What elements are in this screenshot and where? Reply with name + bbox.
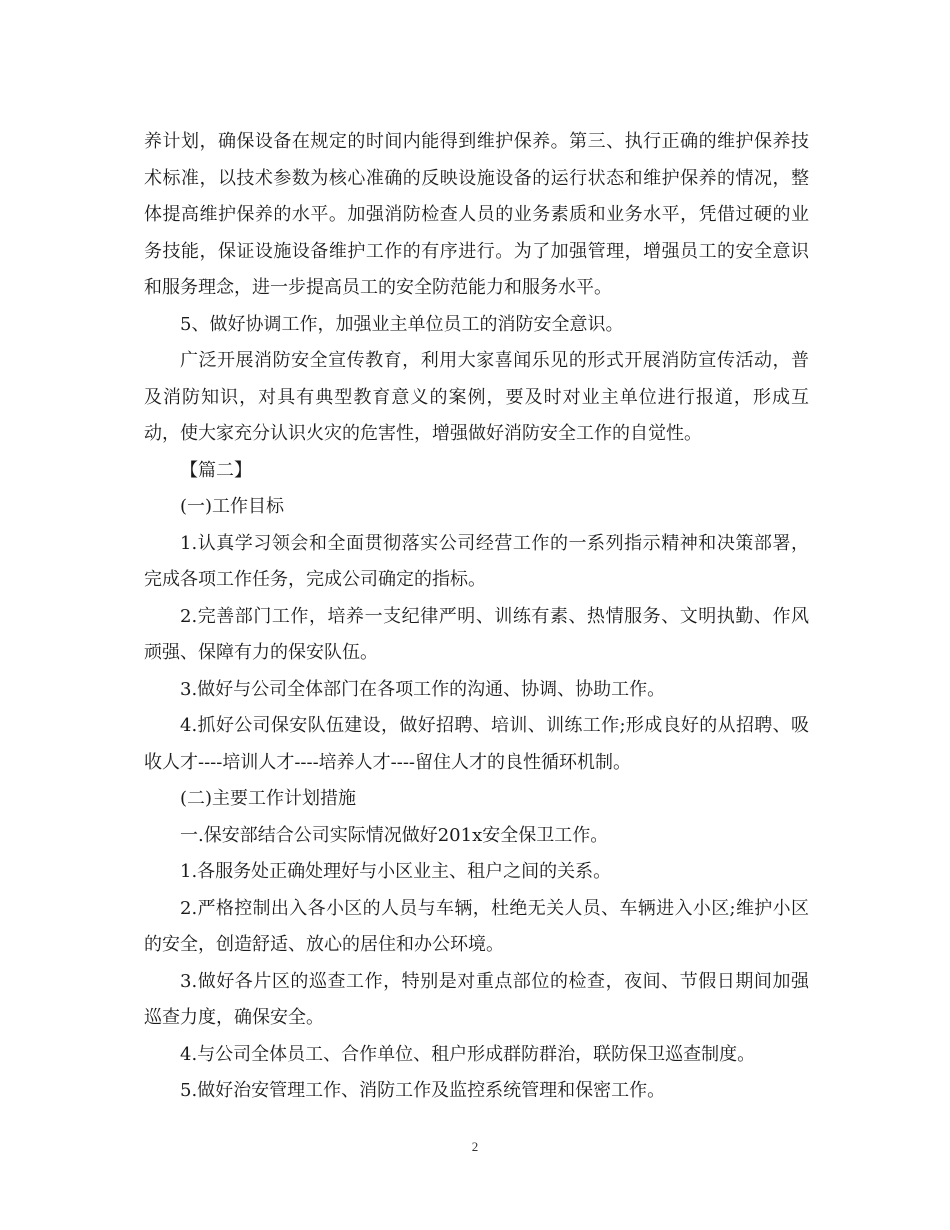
plan-item-5: 5.做好治安管理工作、消防工作及监控系统管理和保密工作。 [180,1080,666,1101]
paragraph-continuation: 养计划，确保设备在规定的时间内能得到维护保养。第三、执行正确的维护保养技术标准，以技术参数为核心准确的反映设施设备的运行状态和维护保养的情况，整体提高维护保养的水平。加强消防检查人员的业务素质和业务水平，凭借过硬的业务技能，保证设施设备维护工作的有序进行。为了加强管理，增强员工的安全意识和服务理念，进一步提高员工的安全防范能力和服务水平。 [144,131,809,298]
goal-item-3: 3.做好与公司全体部门在各项工作的沟通、协调、协助工作。 [180,678,666,700]
paragraph-publicity: 广泛开展消防安全宣传教育，利用大家喜闻乐见的形式开展消防宣传活动，普及消防知识，对具有典型教育意义的案例，要及时对业主单位进行报道，形成互动，使大家充分认识火灾的危害性，增强做好消防安全工作的自觉性。 [144,350,809,444]
section-heading-part2: 【篇二】 [180,459,252,481]
subheading-work-goals: (一)工作目标 [180,496,285,517]
plan-item-one: 一.保安部结合公司实际情况做好201x安全保卫工作。 [180,824,609,846]
plan-item-1: 1.各服务处正确处理好与小区业主、租户之间的关系。 [180,861,612,882]
goal-item-4: 4.抓好公司保安队伍建设，做好招聘、培训、训练工作;形成良好的从招聘、吸收人才----培训人才----培养人才----留住人才的良性循环机制。 [144,715,809,773]
page-number: 2 [471,1139,479,1154]
plan-item-3: 3.做好各片区的巡查工作，特别是对重点部位的检查，夜间、节假日期间加强巡查力度，确保安全。 [144,970,809,1028]
subheading-work-plan: (二)主要工作计划措施 [180,788,357,809]
goal-item-2: 2.完善部门工作，培养一支纪律严明、训练有素、热情服务、文明执勤、作风顽强、保障有力的保安队伍。 [144,605,809,663]
plan-item-2: 2.严格控制出入各小区的人员与车辆，杜绝无关人员、车辆进入小区;维护小区的安全，创造舒适、放心的居住和办公环境。 [144,897,809,955]
goal-item-1: 1.认真学习领会和全面贯彻落实公司经营工作的一系列指示精神和决策部署，完成各项工作任务，完成公司确定的指标。 [144,532,809,590]
plan-item-4: 4.与公司全体员工、合作单位、租户形成群防群治，联防保卫巡查制度。 [180,1043,756,1065]
document-body [144,124,809,1110]
paragraph-item-5: 5、做好协调工作，加强业主单位员工的消防安全意识。 [180,313,624,335]
